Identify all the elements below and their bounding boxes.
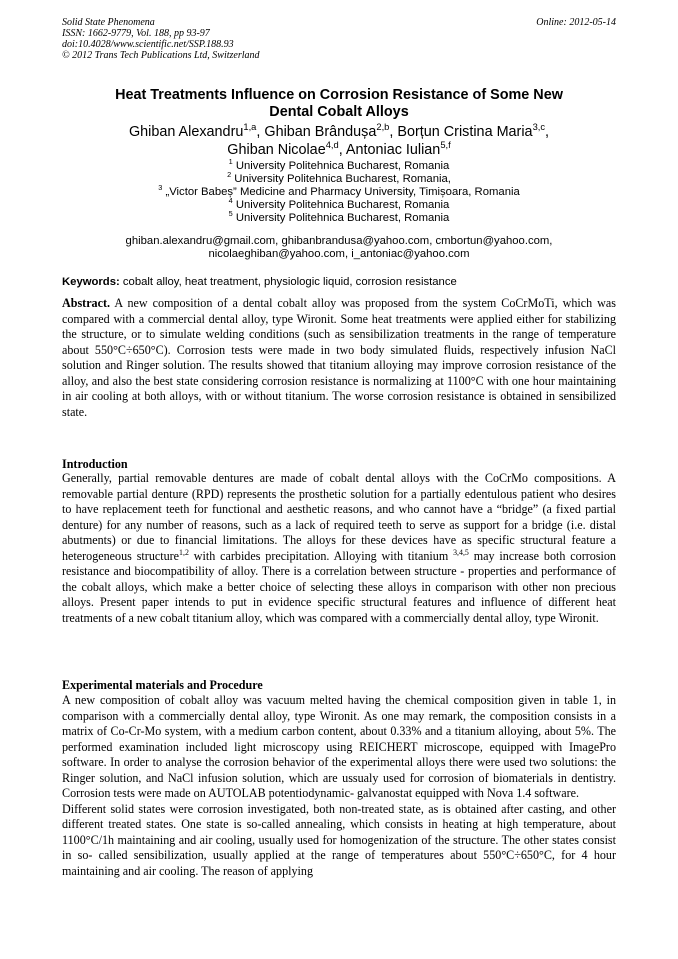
keywords-text: cobalt alloy, heat treatment, physiologic liquid, corrosion resistance [119, 276, 457, 288]
experimental-paragraph-1: A new composition of cobalt alloy was vacuum melted having the chemical composition given in table 1, in comparison with a commercially dental alloy, type Wironit. As one may remark, the composition consists in a matrix of Co-Cr-Mo system, with a medium carbon content, about 0.33% and a titanium alloying, about 5%. The performed examination included light microscopy using REICHERT microscope, equipped with ImagePro software. In order to analyse the corrosion behavior of the experimental alloys there were used two solutions: the Ringer solution, and NaCl infusion solution, which are ussualy used for corrosion of biomaterials in dentistry. Corrosion tests were made on AUTOLAB potentiodynamic- galvanostat equipped with Nova 1.4 software. [62, 693, 616, 800]
author-affil-mark: 5,f [440, 140, 451, 151]
citation-ref: 3,4,5 [453, 547, 469, 557]
author-name: Ghiban Alexandru [128, 124, 244, 140]
affiliation-list [62, 157, 616, 225]
affiliation-text: University Politehnica Bucharest, Romania, [234, 173, 451, 185]
copyright-line: © 2012 Trans Tech Publications Ltd, Switzerland [62, 50, 260, 61]
affiliation-number: 5 [228, 209, 233, 219]
author-line-1 [62, 123, 616, 141]
keywords-label: Keywords: [62, 276, 120, 288]
affiliation-number: 4 [228, 196, 233, 206]
affiliation-item [62, 196, 616, 212]
author-separator: , [545, 124, 550, 140]
author-affil-mark: 1,a [243, 122, 257, 133]
author-name: Ghiban Nicolae [227, 142, 326, 158]
citation-ref: 1,2 [179, 547, 189, 557]
affiliation-text: University Politehnica Bucharest, Romania [235, 160, 450, 172]
title-line-2: Dental Cobalt Alloys [269, 104, 409, 120]
introduction-paragraph: Generally, partial removable dentures are made of cobalt dental alloys with the CoCrMo compositions. A removable partial denture (RPD) represents the prosthetic solution for a partially edentulous patient who desires to have replacement teeth for functional and aesthetic reasons, and who cannot have a “bridge” (a fixed partial denture) for any number of reasons, such as a lack of required teeth to serve as support for a bridge (i.e. distal abutments) or due to financial limitations. The alloys for these devices have as specific structural feature a heterogeneous structure$^{1,2}$ with carbides precipitation. Alloying with titanium $^{3,4,5}$ may increase both corrosion resistance and biocompatibility of alloy. There is a correlation between structure - properties and performance of the cobalt alloys, which make a better choice of selecting these alloys in comparison with other non precious alloys. Present paper intends to put in evidence specific structural features and influence of different heat treatments of a new cobalt titanium alloy, which was compared with a commercially dental alloy, type Wironit. [62, 471, 616, 625]
abstract-text: A new composition of a dental cobalt alloy was proposed from the system CoCrMoTi, which was compared with a commercial dental alloy, type Wironit. Some heat treatments were applied either for stabilizing the structure, or to simulate welding conditions (such as sensibilization treatments in the range of temperature about 550°C÷650°C). Corrosion tests were made in two body simulated fluids, respectively infusion NaCl solution and Ringer solution. The results showed that titanium alloying may improve corrosion resistance of the alloy, and also the best state considering corrosion resistance is normalizing at 1100°C with one hour maintaining in air cooling at both alloys, with or without titanium. The worse corrosion resistance is obtained in sensibilized state. [62, 296, 616, 419]
affiliation-text: University Politehnica Bucharest, Romania [235, 199, 450, 211]
keywords [62, 276, 616, 289]
experimental-heading: Experimental materials and Procedure [62, 678, 263, 692]
article-doi: doi:10.4028/www.scientific.net/SSP.188.93 [62, 39, 234, 50]
experimental-body [62, 693, 616, 879]
introduction-heading: Introduction [62, 457, 128, 471]
affiliation-number: 2 [227, 170, 232, 180]
title-line-1: Heat Treatments Influence on Corrosion Resistance of Some New [115, 87, 563, 103]
abstract [62, 296, 616, 420]
author-separator: , [338, 142, 346, 158]
affiliation-item [62, 209, 616, 225]
online-date: Online: 2012-05-14 [536, 17, 616, 28]
affiliation-text: University Politehnica Bucharest, Romania [235, 212, 450, 224]
email-list [62, 235, 616, 261]
author-name: Ghiban Brândușa [264, 124, 377, 140]
experimental-paragraph-2: Different solid states were corrosion investigated, both non-treated state, as is obtained after casting, and other different treated states. One state is so-called annealing, which consists in heating at high temperature, about 1100°C/1h maintaining and air cooling, usually used for homogenization of the structure. The other states consist in so- called sensibilization, usually applied at the range of temperatures about 550°C÷650°C, for 4 hour maintaining and air cooling. The reason of applying [62, 801, 616, 878]
author-name: Antoniac Iulian [345, 142, 441, 158]
affiliation-text: „Victor Babeș” Medicine and Pharmacy University, Timișoara, Romania [165, 186, 520, 198]
email-line-1[interactable]: ghiban.alexandru@gmail.com, ghibanbrandusa@yahoo.com, cmbortun@yahoo.com, [125, 235, 553, 247]
affiliation-item [62, 157, 616, 173]
author-affil-mark: 2,b [376, 122, 390, 133]
author-name: Borțun Cristina Maria [397, 124, 533, 140]
introduction-body [62, 471, 616, 626]
author-affil-mark: 4,d [325, 140, 339, 151]
affiliation-number: 3 [158, 183, 163, 193]
paper-title [62, 87, 616, 121]
author-list [62, 123, 616, 159]
affiliation-item [62, 170, 616, 186]
journal-name: Solid State Phenomena [62, 17, 155, 28]
affiliation-item [62, 183, 616, 199]
email-line-2[interactable]: nicolaeghiban@yahoo.com, i_antoniac@yahoo.com [208, 248, 470, 260]
abstract-label: Abstract. [62, 296, 111, 310]
author-separator: , [256, 124, 265, 140]
affiliation-number: 1 [228, 157, 233, 167]
author-affil-mark: 3,c [532, 122, 546, 133]
journal-issn: ISSN: 1662-9779, Vol. 188, pp 93-97 [62, 28, 210, 39]
author-line-2 [62, 141, 616, 159]
author-separator: , [389, 124, 398, 140]
journal-header [62, 17, 616, 61]
